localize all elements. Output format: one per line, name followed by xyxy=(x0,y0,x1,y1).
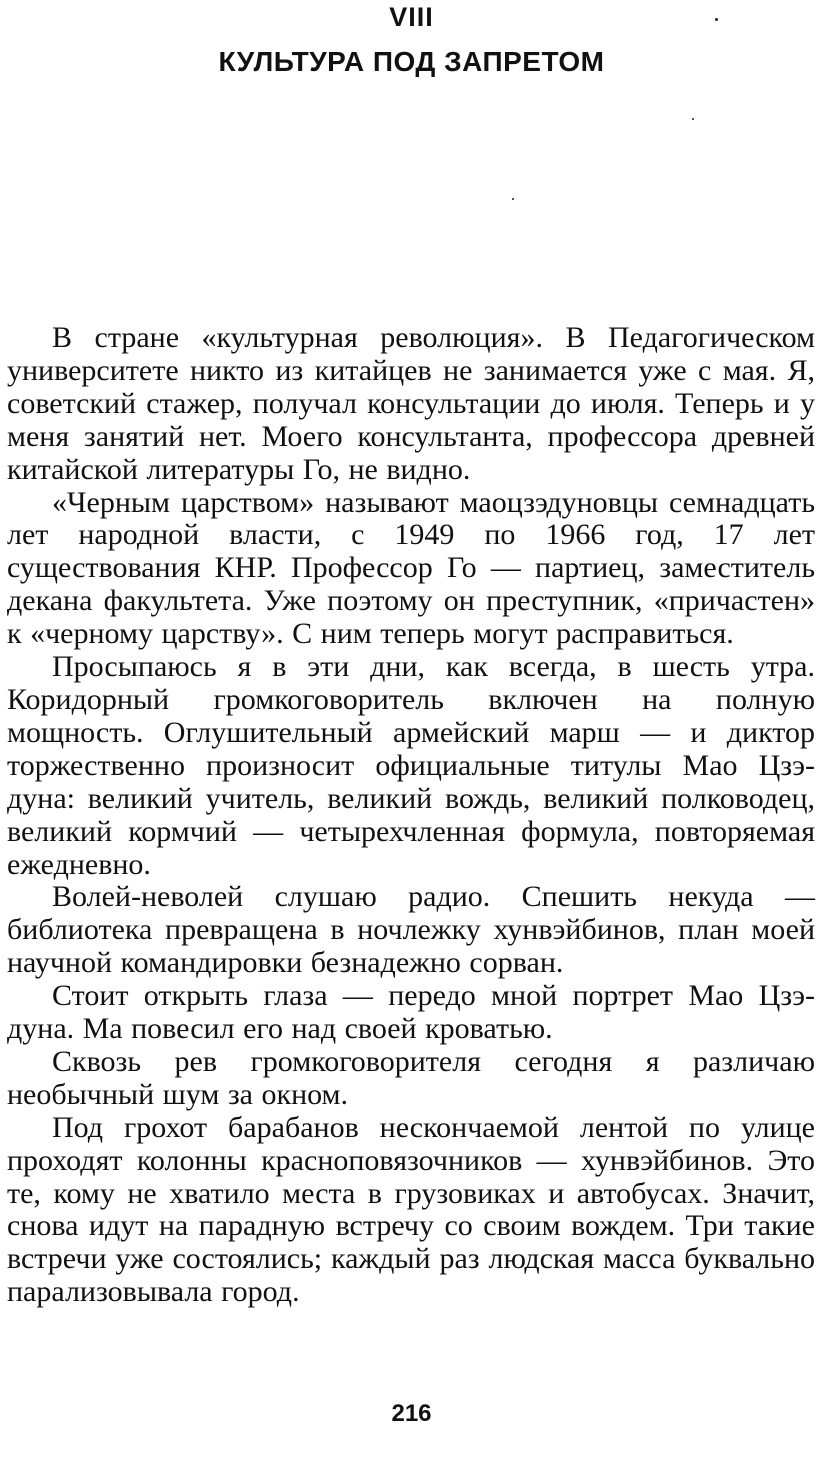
paragraph: В стране «культурная революция». В Педагогическом университете никто из китайцев не занимается уже с мая. Я, советский стажер, получал консультации до июля. Теперь и у меня занятий нет. Моего консультанта, профессора древней китайской литературы Го, не видно. xyxy=(7,321,815,486)
chapter-title: КУЛЬТУРА ПОД ЗАПРЕТОМ xyxy=(218,46,605,77)
paragraph: Волей-неволей слушаю радио. Спешить некуда — библиотека превращена в ночлежку хунвэйбинов, план моей научной командировки безнадежно сорван. xyxy=(7,880,815,980)
page-number: 216 xyxy=(391,1400,432,1427)
text-body xyxy=(7,322,815,1309)
paragraph: Под грохот барабанов нескончаемой лентой по улице проходят колонны красноповязочников — хунвэйбинов. Это те, кому не хватило места в грузовиках и автобусах. Значит, снова идут на парадную встречу со своим вождем. Три такие встречи уже состоялись; каждый раз людская масса буквально парализовывала город. xyxy=(7,1110,815,1309)
print-speck xyxy=(512,198,514,200)
print-speck xyxy=(692,118,694,120)
paragraph: Сквозь рев громкоговорителя сегодня я различаю необычный шум за окном. xyxy=(7,1044,815,1111)
chapter-number: VIII xyxy=(389,2,434,32)
paragraph: «Черным царством» называют маоцзэдуновцы семнадцать лет народной власти, с 1949 по 1966 год, 17 лет существования КНР. Профессор Го — партиец, заместитель декана факультета. Уже поэтому он преступник, «причастен» к «черному царству». С ним теперь могут расправиться. xyxy=(7,485,815,651)
paragraph: Просыпаюсь я в эти дни, как всегда, в шесть утра. Коридорный громкоговоритель включен на полную мощность. Оглушительный армейский марш — и диктор торжественно произносит официальные титулы Мао Цзэ-дуна: великий учитель, великий вождь, великий полководец, великий кормчий — четырехчленная формула, повторяемая ежедневно. xyxy=(7,650,815,881)
paragraph: Стоит открыть глаза — передо мной портрет Мао Цзэ-дуна. Ма повесил его над своей кроватью. xyxy=(7,979,815,1046)
